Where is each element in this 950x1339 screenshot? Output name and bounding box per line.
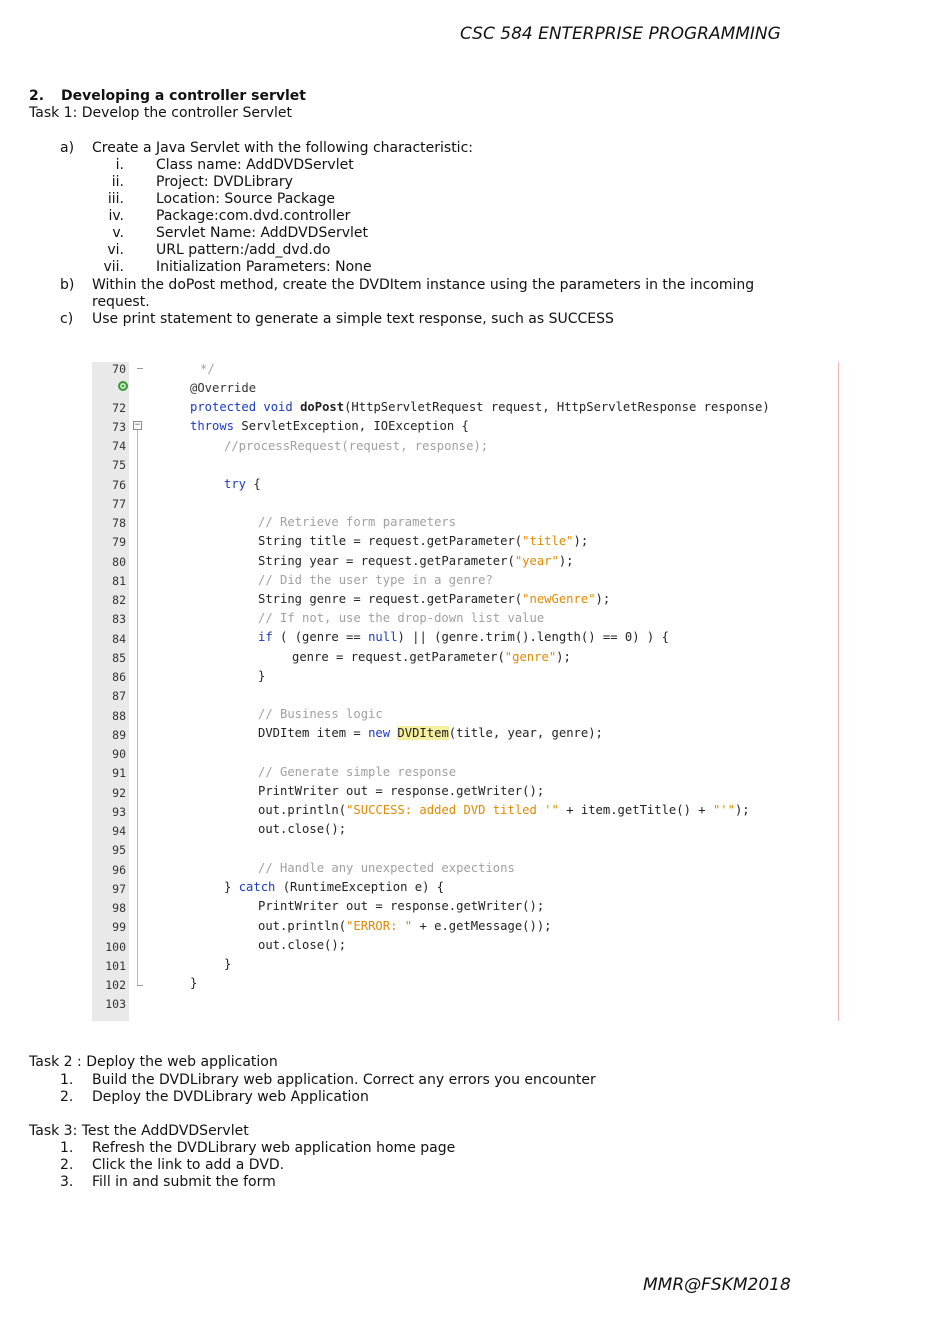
line-number: 77 bbox=[112, 496, 126, 511]
characteristic-item: Package:com.dvd.controller bbox=[156, 208, 351, 224]
code-text: String genre = request.getParameter( bbox=[258, 592, 523, 606]
line-number: 94 bbox=[112, 824, 126, 838]
code-line: // Retrieve form parameters bbox=[258, 515, 457, 529]
item-b-label: b) bbox=[60, 277, 75, 293]
list-item: Deploy the DVDLibrary web Application bbox=[92, 1089, 369, 1105]
code-line bbox=[258, 919, 552, 933]
code-line: } bbox=[224, 957, 232, 971]
code-highlight: DVDItem bbox=[397, 726, 449, 740]
code-text: ) || (genre.trim().length() == 0) ) { bbox=[397, 630, 669, 644]
code-line: // If not, use the drop-down list value bbox=[258, 611, 545, 625]
item-a-text: Create a Java Servlet with the following characteristic: bbox=[92, 140, 473, 156]
code-line bbox=[258, 554, 574, 568]
code-line: PrintWriter out = response.getWriter(); bbox=[258, 899, 545, 913]
line-number: 101 bbox=[105, 958, 126, 973]
list-item: Refresh the DVDLibrary web application home page bbox=[92, 1140, 456, 1156]
characteristic-item: Class name: AddDVDServlet bbox=[156, 157, 354, 173]
line-number: 97 bbox=[112, 881, 126, 896]
item-a-label: a) bbox=[60, 140, 75, 156]
code-line bbox=[258, 534, 588, 548]
line-number: 96 bbox=[112, 862, 126, 877]
code-string: "newGenre" bbox=[522, 592, 596, 606]
line-number: 98 bbox=[112, 901, 126, 915]
code-string: "SUCCESS: added DVD titled '" bbox=[346, 803, 559, 817]
code-keyword: protected void bbox=[190, 400, 301, 414]
code-text: out.println( bbox=[258, 919, 347, 933]
list-item: Fill in and submit the form bbox=[92, 1174, 276, 1190]
task3-title: Task 3: Test the AddDVDServlet bbox=[29, 1123, 249, 1139]
code-line bbox=[258, 726, 603, 740]
fold-collapse-icon[interactable]: − bbox=[134, 420, 141, 430]
page-header: CSC 584 ENTERPRISE PROGRAMMING bbox=[460, 24, 781, 44]
code-text: ServletException, IOException { bbox=[234, 419, 469, 433]
code-line: // Generate simple response bbox=[258, 765, 457, 779]
code-text: ( (genre == bbox=[272, 630, 369, 644]
item-b-text: Within the doPost method, create the DVDItem instance using the parameters in the incoming bbox=[92, 277, 755, 293]
line-number: 73 bbox=[112, 419, 126, 434]
list-num: 2. bbox=[60, 1157, 74, 1173]
code-text: ); bbox=[595, 592, 611, 606]
list-num: 3. bbox=[60, 1174, 74, 1190]
roman-num: vii. bbox=[103, 259, 124, 275]
code-line: // Handle any unexpected expections bbox=[258, 861, 515, 875]
code-line bbox=[258, 803, 750, 817]
code-text: { bbox=[246, 477, 261, 491]
code-text: DVDItem item = bbox=[258, 726, 369, 740]
code-editor bbox=[92, 362, 842, 1021]
line-number: 78 bbox=[112, 516, 126, 530]
line-number: 70 bbox=[112, 362, 126, 376]
fold-guide bbox=[137, 430, 138, 986]
code-text: + e.getMessage()); bbox=[412, 919, 552, 933]
line-number: 103 bbox=[105, 997, 126, 1012]
list-item: Build the DVDLibrary web application. Correct any errors you encounter bbox=[92, 1072, 596, 1088]
roman-num: i. bbox=[115, 157, 124, 173]
line-number: 79 bbox=[112, 535, 126, 550]
roman-num: v. bbox=[112, 225, 124, 241]
line-number: 93 bbox=[112, 804, 126, 819]
code-text: String year = request.getParameter( bbox=[258, 554, 515, 568]
code-string: "'" bbox=[712, 803, 735, 817]
line-number: 83 bbox=[112, 612, 126, 627]
line-number: 75 bbox=[112, 458, 126, 473]
characteristic-item: Servlet Name: AddDVDServlet bbox=[156, 225, 368, 241]
line-number: 76 bbox=[112, 477, 126, 492]
code-text: (title, year, genre); bbox=[448, 726, 603, 740]
code-line bbox=[224, 477, 261, 491]
code-line bbox=[190, 400, 770, 414]
line-number: 91 bbox=[112, 766, 126, 781]
code-line: out.close(); bbox=[258, 938, 347, 952]
code-text: genre = request.getParameter( bbox=[292, 650, 505, 664]
section-number: 2. bbox=[29, 88, 45, 104]
code-text: ); bbox=[734, 803, 750, 817]
list-num: 1. bbox=[60, 1072, 74, 1088]
code-keyword: null bbox=[368, 630, 398, 644]
list-num: 1. bbox=[60, 1140, 74, 1156]
code-line: */ bbox=[200, 362, 215, 376]
code-line bbox=[292, 650, 571, 664]
code-line: // Business logic bbox=[258, 707, 383, 721]
characteristic-item: Location: Source Package bbox=[156, 191, 335, 207]
line-number: 95 bbox=[112, 843, 126, 858]
code-string: "title" bbox=[522, 534, 574, 548]
characteristic-item: URL pattern:/add_dvd.do bbox=[156, 242, 331, 258]
line-number: 86 bbox=[112, 670, 126, 684]
fold-tick bbox=[137, 985, 143, 986]
list-item: Click the link to add a DVD. bbox=[92, 1157, 285, 1173]
line-number: 84 bbox=[112, 631, 126, 646]
code-line: PrintWriter out = response.getWriter(); bbox=[258, 784, 545, 798]
roman-num: iii. bbox=[107, 191, 124, 207]
line-number: 99 bbox=[112, 920, 126, 935]
roman-num: iv. bbox=[108, 208, 124, 224]
item-c-label: c) bbox=[60, 311, 74, 327]
code-text: String title = request.getParameter( bbox=[258, 534, 523, 548]
code-text: + item.getTitle() + bbox=[558, 803, 713, 817]
line-number: 85 bbox=[112, 650, 126, 665]
code-line bbox=[258, 630, 669, 644]
code-text: } bbox=[224, 880, 239, 894]
fold-tick bbox=[137, 368, 143, 369]
code-line: @Override bbox=[190, 381, 257, 395]
characteristic-item: Project: DVDLibrary bbox=[156, 174, 293, 190]
roman-num: ii. bbox=[111, 174, 124, 190]
line-number: 82 bbox=[112, 593, 126, 607]
code-line: // Did the user type in a genre? bbox=[258, 573, 493, 587]
line-number: 80 bbox=[112, 554, 126, 569]
item-c-text: Use print statement to generate a simple text response, such as SUCCESS bbox=[92, 311, 614, 327]
code-line bbox=[190, 419, 469, 433]
roman-num: vi. bbox=[107, 242, 124, 258]
section-title: Developing a controller servlet bbox=[61, 88, 306, 104]
task2-title: Task 2 : Deploy the web application bbox=[29, 1054, 278, 1070]
section-heading bbox=[29, 88, 306, 105]
list-num: 2. bbox=[60, 1089, 74, 1105]
code-text: out.println( bbox=[258, 803, 347, 817]
code-line bbox=[258, 592, 610, 606]
line-number: 74 bbox=[112, 439, 126, 453]
code-string: "year" bbox=[514, 554, 559, 568]
line-number: 90 bbox=[112, 747, 126, 761]
line-number: 92 bbox=[112, 785, 126, 800]
line-number: 87 bbox=[112, 689, 126, 704]
code-text: (HttpServletRequest request, HttpServletResponse response) bbox=[344, 400, 770, 414]
right-margin-line bbox=[838, 362, 839, 1021]
code-keyword: catch bbox=[238, 880, 276, 894]
code-method-name: doPost bbox=[300, 400, 345, 414]
line-number: 102 bbox=[105, 978, 126, 992]
line-number: 100 bbox=[105, 939, 126, 954]
override-icon bbox=[118, 381, 128, 391]
code-keyword: throws bbox=[190, 419, 235, 433]
code-text: ); bbox=[558, 554, 574, 568]
task1-title: Task 1: Develop the controller Servlet bbox=[29, 105, 293, 121]
code-line: } bbox=[190, 976, 198, 990]
code-text: ); bbox=[556, 650, 571, 664]
line-number: 89 bbox=[112, 727, 126, 742]
code-string: "genre" bbox=[504, 650, 557, 664]
code-keyword: new bbox=[368, 726, 391, 740]
code-string: "ERROR: " bbox=[346, 919, 413, 933]
item-b-text-cont: request. bbox=[92, 294, 150, 310]
code-text: (RuntimeException e) { bbox=[275, 880, 445, 894]
code-text: ); bbox=[573, 534, 589, 548]
line-number: 72 bbox=[112, 400, 126, 415]
code-line: } bbox=[258, 669, 266, 683]
line-number: 81 bbox=[112, 573, 126, 588]
code-line bbox=[224, 880, 444, 894]
code-line: out.close(); bbox=[258, 822, 347, 836]
characteristic-item: Initialization Parameters: None bbox=[156, 259, 372, 275]
code-keyword: try bbox=[224, 477, 247, 491]
page-footer: MMR@FSKM2018 bbox=[643, 1275, 791, 1295]
line-number: 88 bbox=[112, 708, 126, 723]
code-line: //processRequest(request, response); bbox=[224, 439, 489, 453]
code-keyword: if bbox=[258, 630, 273, 644]
